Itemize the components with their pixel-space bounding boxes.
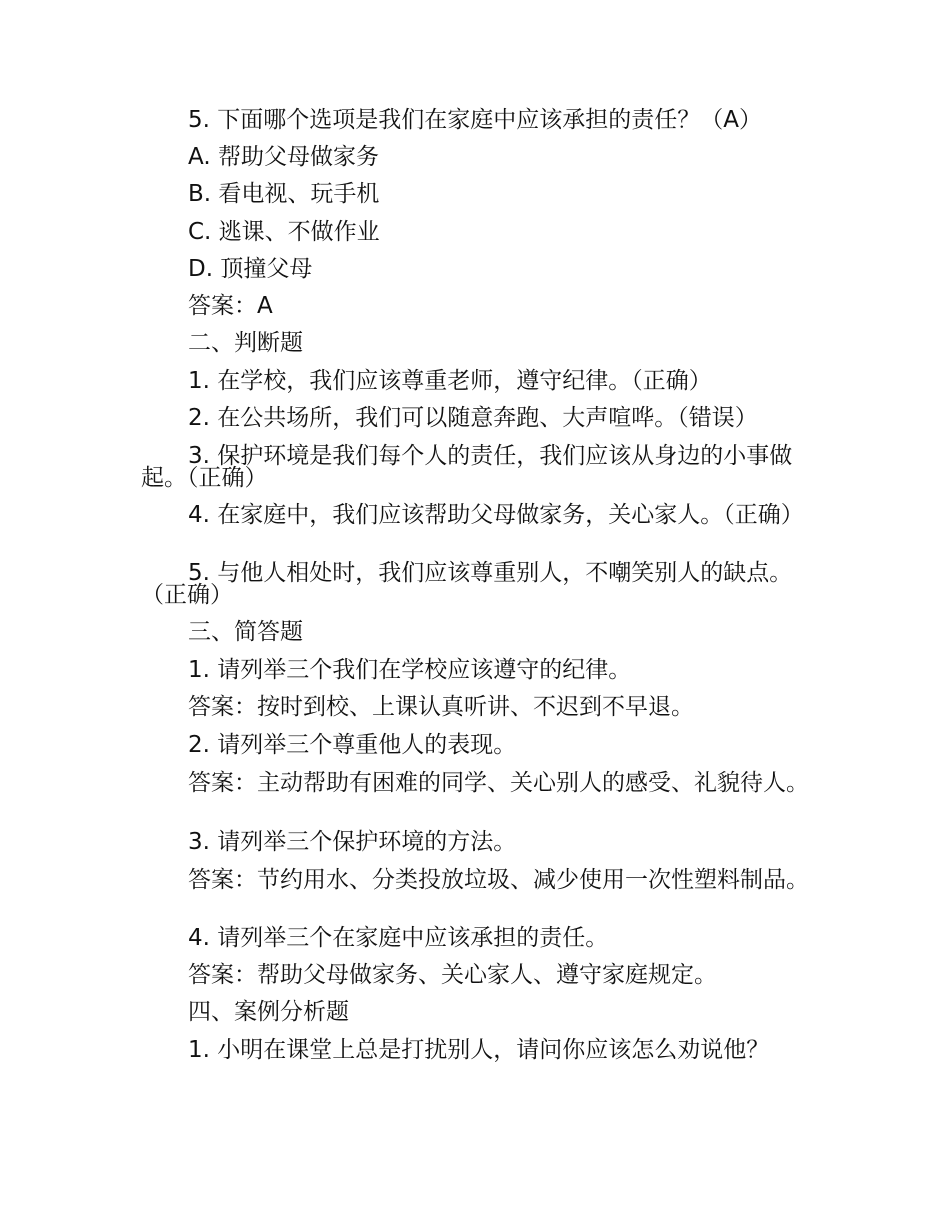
section-title-case-analysis: 四、案例分析题 bbox=[188, 999, 349, 1025]
option-b: B. 看电视、玩手机 bbox=[188, 181, 380, 207]
sa-question-2: 2. 请列举三个尊重他人的表现。 bbox=[188, 732, 517, 758]
tf-item-4: 4. 在家庭中，我们应该帮助父母做家务，关心家人。（正确） bbox=[188, 502, 804, 528]
option-a: A. 帮助父母做家务 bbox=[188, 144, 379, 170]
sa-answer-3: 答案：节约用水、分类投放垃圾、减少使用一次性塑料制品。 bbox=[188, 867, 809, 893]
question-5: 5. 下面哪个选项是我们在家庭中应该承担的责任？（A） bbox=[188, 107, 762, 133]
tf-item-3: 3. 保护环境是我们每个人的责任，我们应该从身边的小事做起。（正确） bbox=[141, 443, 793, 491]
case-question-1: 1. 小明在课堂上总是打扰别人，请问你应该怎么劝说他？ bbox=[188, 1037, 770, 1063]
tf-item-2: 2. 在公共场所，我们可以随意奔跑、大声喧哗。（错误） bbox=[188, 405, 758, 431]
section-title-short-answer: 三、简答题 bbox=[188, 619, 303, 645]
option-d: D. 顶撞父母 bbox=[188, 256, 313, 282]
answer-5: 答案：A bbox=[188, 293, 273, 319]
section-title-true-false: 二、判断题 bbox=[188, 330, 303, 356]
sa-answer-1: 答案：按时到校、上课认真听讲、不迟到不早退。 bbox=[188, 694, 694, 720]
tf-item-1: 1. 在学校，我们应该尊重老师，遵守纪律。（正确） bbox=[188, 368, 712, 394]
sa-answer-2: 答案：主动帮助有困难的同学、关心别人的感受、礼貌待人。 bbox=[188, 770, 809, 796]
tf-item-5: 5. 与他人相处时，我们应该尊重别人，不嘲笑别人的缺点。（正确） bbox=[141, 560, 793, 608]
sa-question-1: 1. 请列举三个我们在学校应该遵守的纪律。 bbox=[188, 657, 632, 683]
sa-answer-4: 答案：帮助父母做家务、关心家人、遵守家庭规定。 bbox=[188, 962, 717, 988]
option-c: C. 逃课、不做作业 bbox=[188, 219, 380, 245]
sa-question-3: 3. 请列举三个保护环境的方法。 bbox=[188, 829, 517, 855]
sa-question-4: 4. 请列举三个在家庭中应该承担的责任。 bbox=[188, 925, 609, 951]
